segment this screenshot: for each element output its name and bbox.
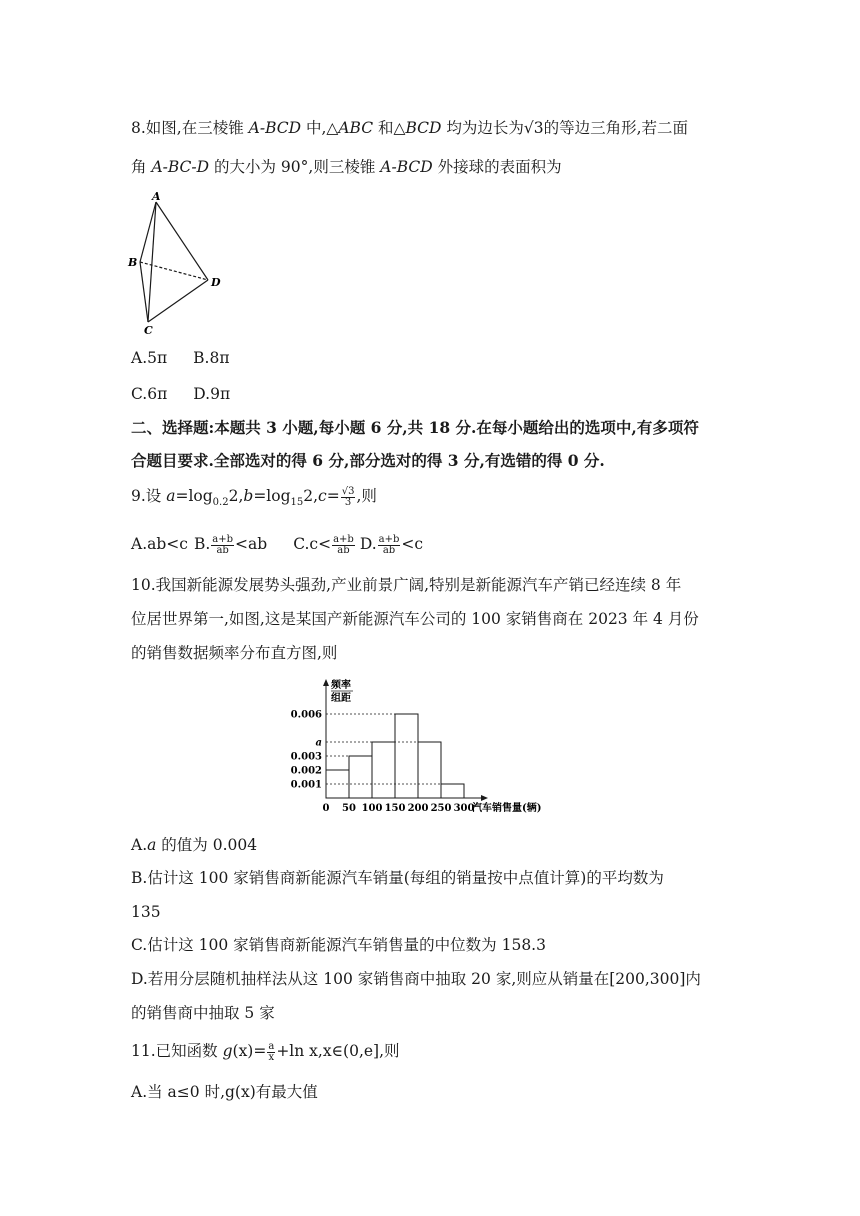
y-tick-label: a (315, 737, 322, 749)
q11-option-a: A.当 a≤0 时,g(x)有最大值 (131, 1083, 318, 1101)
q9-option-d: D. $\frac{a+b}{ab}$ <c (359, 533, 424, 556)
y-axis-arrow (323, 679, 329, 686)
x-axis-label: 汽车销售量(辆) (472, 803, 542, 814)
vertex-D: D (211, 276, 221, 289)
q8-options-row1 (131, 348, 230, 368)
q8-line1: 8.如图,在三棱锥 A-BCD 中,△ABC 和△BCD 均为边长为√3的等边三角形,若二面 (131, 119, 689, 137)
q10-option-b-line1: B.估计这 100 家销售商新能源汽车销量(每组的销量按中点值计算)的平均数为 (131, 869, 664, 887)
q8-option-d: D.9π (193, 385, 231, 403)
q8-option-c: C.6π (131, 385, 168, 403)
q9-option-c: C.c< $\frac{a+b}{ab}$ (293, 533, 354, 556)
x-axis-arrow (481, 795, 488, 801)
q8-options-row2 (131, 384, 230, 404)
y-tick-label: 0.001 (290, 779, 322, 791)
q9-options (131, 534, 423, 556)
q10-option-b-line2: 135 (131, 903, 161, 921)
q10-option-a: A.a 的值为 0.004 (131, 836, 258, 854)
q10-option-d-line2: 的销售商中抽取 5 家 (131, 1004, 275, 1022)
sqrt3-value: √3 (523, 119, 544, 137)
q8-option-a: A.5π (131, 349, 168, 367)
frequency-histogram (286, 674, 566, 824)
x-tick-label: 0 (322, 803, 330, 814)
q8-option-b: B.8π (193, 349, 230, 367)
tetrahedron-figure (126, 188, 226, 336)
y-tick-label: 0.002 (290, 765, 322, 777)
x-tick-label: 100 (361, 803, 383, 814)
c-fraction: $\frac{√3}{3}$ (341, 485, 355, 508)
q10-line3: 的销售数据频率分布直方图,则 (131, 644, 338, 662)
q9-option-a: A.ab<c (131, 535, 188, 553)
x-tick-label: 300 (453, 803, 475, 814)
vertex-C: C (144, 324, 153, 336)
histogram-bar (441, 784, 464, 798)
q9-stem: 9.设 $a=\log_{0.2}2,b=\log_{15}2,c=$ $\frac{√3}{3}$ ,则 (131, 485, 377, 509)
histogram-bar (395, 714, 418, 798)
q10-option-c: C.估计这 100 家销售商新能源汽车销售量的中位数为 158.3 (131, 936, 546, 954)
a-over-x-fraction: $\frac{a}{x}$ (268, 1040, 275, 1063)
y-label-bottom: 组距 (331, 693, 351, 704)
q10-line2: 位居世界第一,如图,这是某国产新能源汽车公司的 100 家销售商在 2023 年 4 月份 (131, 610, 699, 628)
x-tick-label: 250 (430, 803, 452, 814)
x-tick-label: 200 (407, 803, 429, 814)
y-label-top: 频率 (331, 680, 351, 691)
q8-line2: 角 A-BC-D 的大小为 90°,则三棱锥 A-BCD 外接球的表面积为 (131, 158, 562, 176)
y-tick-label: 0.003 (290, 751, 322, 763)
q9-option-b: B. $\frac{a+b}{ab}$ <ab (193, 533, 268, 556)
q10-option-d-line1: D.若用分层随机抽样法从这 100 家销售商中抽取 20 家,则应从销量在[200,300]内 (131, 970, 701, 988)
x-tick-label: 50 (342, 803, 356, 814)
histogram-bar (372, 742, 395, 798)
q11-stem: 11.已知函数 g(x)= $\frac{a}{x}$ +ln x,x∈(0,e],则 (131, 1040, 400, 1063)
section2-line2: 合题目要求.全部选对的得 6 分,部分选对的得 3 分,有选错的得 0 分. (131, 451, 605, 470)
vertex-A: A (152, 190, 161, 203)
q10-line1: 10.我国新能源发展势头强劲,产业前景广阔,特别是新能源汽车产销已经连续 8 年 (131, 576, 682, 594)
section2-line1: 二、选择题:本题共 3 小题,每小题 6 分,共 18 分.在每小题给出的选项中,有多项符 (131, 418, 699, 437)
x-tick-label: 150 (384, 803, 406, 814)
histogram-bar (349, 756, 372, 798)
histogram-bar (326, 770, 349, 798)
y-tick-label: 0.006 (290, 709, 322, 721)
histogram-bar (418, 742, 441, 798)
vertex-B: B (128, 256, 138, 269)
